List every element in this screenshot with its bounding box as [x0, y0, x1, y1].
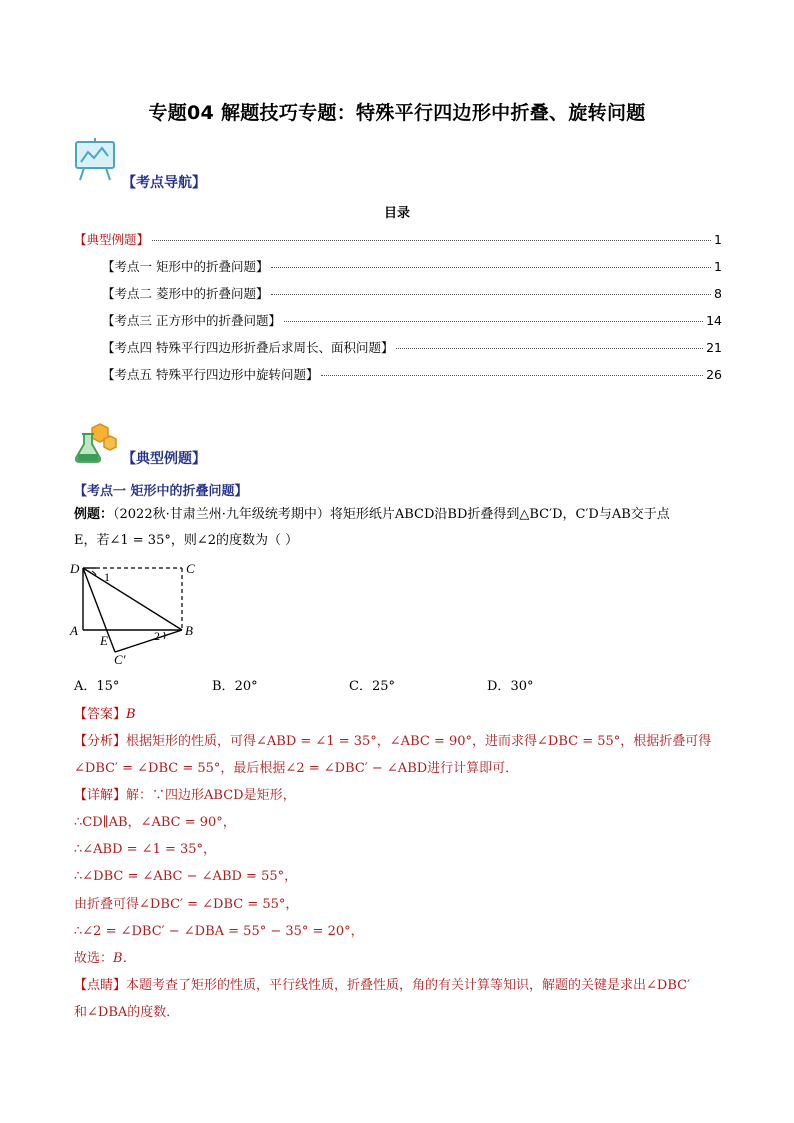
toc-item-page: 1 [714, 259, 722, 274]
choice-value: B． [113, 951, 136, 966]
comment-line-1 [74, 977, 734, 995]
detail-text: 解：∵四边形ABCD是矩形， [126, 788, 296, 803]
choice-line [74, 950, 136, 968]
toc-heading: 目录 [383, 206, 410, 221]
option-value: 15° [96, 679, 120, 694]
toc-item[interactable] [74, 230, 722, 248]
toc-item-label: 【考点五 特殊平行四边形中旋转问题】 [102, 367, 319, 382]
toc-item[interactable] [102, 284, 722, 302]
answer-value: B [126, 707, 136, 722]
toc-item-label: 【考点三 正方形中的折叠问题】 [102, 313, 281, 328]
option-letter: B． [212, 679, 235, 694]
toc-item-label: 【考点二 菱形中的折叠问题】 [102, 286, 269, 301]
vertex-label: C′ [114, 652, 126, 667]
option-letter: D． [487, 679, 511, 694]
vertex-label: C [186, 561, 195, 576]
example-line-2: E，若∠1 = 35°，则∠2的度数为（ ） [74, 533, 299, 548]
option-d[interactable] [487, 678, 533, 696]
analysis-text-1: 根据矩形的性质，可得∠ABD = ∠1 = 35°，∠ABC = 90°，进而求得∠DBC = 55°，根据折叠可得 [126, 734, 712, 749]
comment-line-2: 和∠DBA的度数． [74, 1005, 180, 1020]
vertex-label: D [70, 561, 80, 576]
choice-prefix: 故选： [74, 951, 114, 966]
detail-line: 由折叠可得∠DBC′ = ∠DBC = 55°， [74, 897, 299, 912]
page-title: 专题04 解题技巧专题：特殊平行四边形中折叠、旋转问题 [148, 102, 646, 124]
vertex-label: A [70, 623, 78, 638]
detail-line: ∴∠ABD = ∠1 = 35°， [74, 842, 217, 857]
easel-icon [72, 138, 118, 182]
detail-line [74, 787, 296, 805]
answer-line [74, 706, 136, 724]
detail-tag: 【详解】 [74, 788, 127, 803]
toc-item-page: 26 [706, 367, 722, 382]
option-value: 30° [510, 679, 534, 694]
toc-item-page: 21 [706, 340, 722, 355]
chemistry-icon [72, 420, 118, 466]
option-c[interactable] [349, 678, 395, 696]
example-prefix: 例题： [74, 507, 114, 522]
detail-line: ∴∠DBC = ∠ABC − ∠ABD = 55°， [74, 869, 298, 884]
vertex-label: E [100, 633, 108, 648]
comment-tag: 【点睛】 [74, 978, 127, 993]
nav-label: 【考点导航】 [122, 175, 206, 191]
example-text-1: （2022秋·甘肃兰州·九年级统考期中）将矩形纸片ABCD沿BD折叠得到△BC′D，C′D与AB交于点 [113, 507, 670, 522]
toc-leader [152, 240, 711, 241]
option-a[interactable] [74, 678, 119, 696]
geometry-figure [68, 560, 198, 670]
detail-line: ∴CD∥AB，∠ABC = 90°， [74, 815, 236, 830]
toc-item[interactable] [102, 365, 722, 383]
detail-line: ∴∠2 = ∠DBC′ − ∠DBA = 55° − 35° = 20°， [74, 924, 364, 939]
option-letter: A． [74, 679, 97, 694]
section-label: 【典型例题】 [122, 451, 206, 467]
option-letter: C． [349, 679, 372, 694]
vertex-label: B [185, 623, 193, 638]
topic-label: 【考点一 矩形中的折叠问题】 [74, 484, 248, 499]
comment-text-1: 本题考查了矩形的性质，平行线性质，折叠性质，角的有关计算等知识，解题的关键是求出∠DBC′ [126, 978, 691, 993]
toc-item-page: 1 [714, 232, 722, 247]
analysis-line-2: ∠DBC′ = ∠DBC = 55°，最后根据∠2 = ∠DBC′ − ∠ABD进行计算即可． [74, 761, 519, 776]
angle-label: 1 [104, 570, 110, 584]
toc-item-label: 【典型例题】 [74, 232, 150, 247]
analysis-line-1 [74, 733, 734, 751]
toc-item-label: 【考点一 矩形中的折叠问题】 [102, 259, 269, 274]
example-line-1 [74, 506, 724, 524]
toc-item-page: 8 [714, 286, 722, 301]
toc-item[interactable] [102, 257, 722, 275]
analysis-tag: 【分析】 [74, 734, 127, 749]
option-value: 20° [234, 679, 258, 694]
option-value: 25° [371, 679, 395, 694]
toc-item[interactable] [102, 338, 722, 356]
option-b[interactable] [212, 678, 258, 696]
toc-item-page: 14 [706, 313, 722, 328]
angle-label: 2 [154, 629, 160, 643]
toc-leader [271, 294, 711, 295]
toc-leader [396, 348, 703, 349]
toc-item-label: 【考点四 特殊平行四边形折叠后求周长、面积问题】 [102, 340, 394, 355]
toc-leader [271, 267, 711, 268]
toc-leader [321, 375, 703, 376]
toc-leader [284, 321, 703, 322]
answer-tag: 【答案】 [74, 707, 127, 722]
toc-item[interactable] [102, 311, 722, 329]
